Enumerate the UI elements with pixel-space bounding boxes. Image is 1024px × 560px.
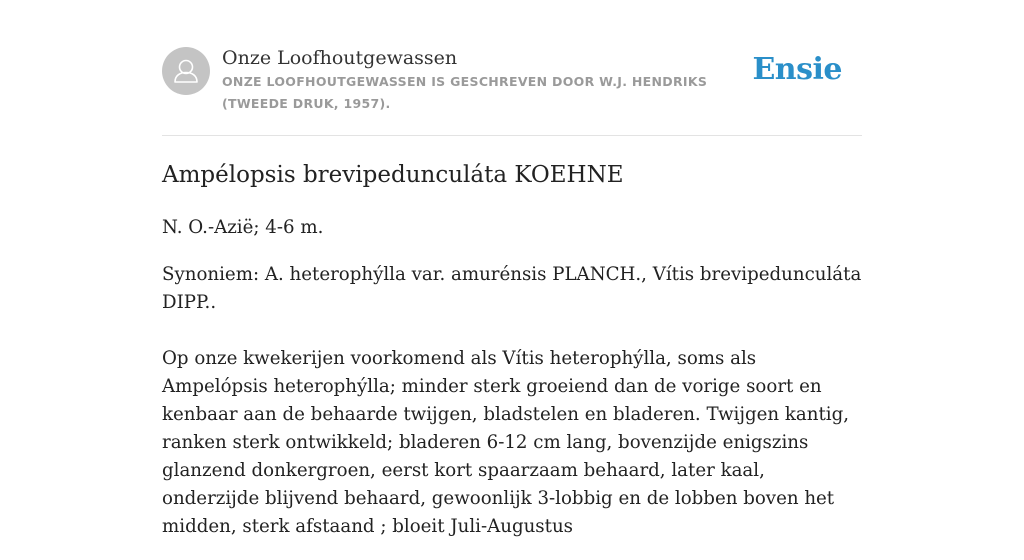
entry-description: Op onze kwekerijen voorkomend als Vítis heterophýlla, soms als Ampelópsis heterophýlla; minder sterk groeiend dan de vorige soort en kenbaar aan de behaarde twijgen, bladstelen en bladeren. Twijgen kantig, ranken sterk ontwikkeld; bladeren 6-12 cm lang, bovenzijde enigszins glanzend donkergroen, eerst kort spaarzaam behaard, later kaal, onderzijde blijvend behaard, gewoonlijk 3-lobbig en de lobben boven het midden, sterk afstaand ; bloeit Juli-Augustus xyxy=(162,348,850,537)
source-title[interactable]: Onze Loofhoutgewassen xyxy=(222,47,458,69)
entry-synonyms: Synoniem: A. heterophýlla var. amurénsis PLANCH., Vítis brevipedunculáta DIPP.. xyxy=(162,264,862,313)
avatar[interactable] xyxy=(162,47,210,95)
source-description: ONZE LOOFHOUTGEWASSEN IS GESCHREVEN DOOR W.J. HENDRIKS (TWEEDE DRUK, 1957). xyxy=(222,74,708,111)
brand-logo[interactable]: Ensie xyxy=(752,52,842,87)
user-icon xyxy=(162,47,210,95)
entry-origin: N. O.-Azië; 4-6 m. xyxy=(162,217,324,238)
divider xyxy=(162,135,862,136)
source-header xyxy=(162,46,862,116)
entry-title: Ampélopsis brevipedunculáta KOEHNE xyxy=(162,162,624,188)
entry-content xyxy=(162,158,862,560)
